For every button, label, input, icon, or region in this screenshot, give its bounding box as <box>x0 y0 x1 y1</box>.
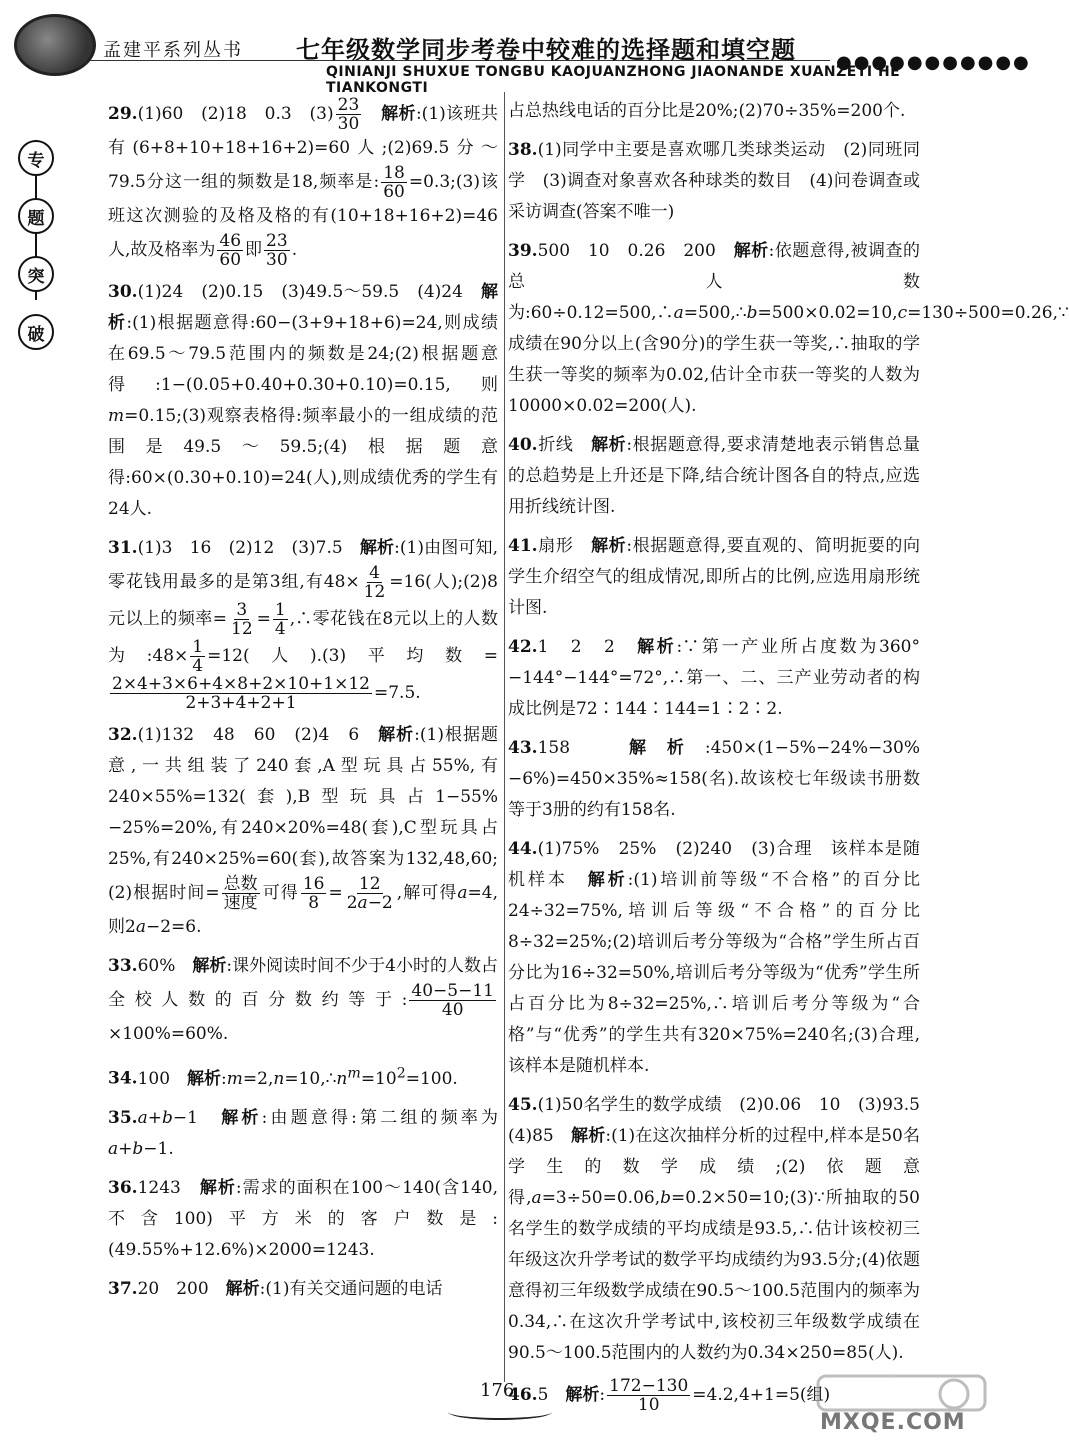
question-number: 33. <box>108 956 138 976</box>
answer-item <box>508 1090 937 1369</box>
answer-text: 5 解析: $\frac{172-130}{10}$ =4.2,4+1=5(组) <box>537 1376 831 1415</box>
question-number: 30. <box>108 282 138 302</box>
question-number: 38. <box>508 140 538 160</box>
answer-item <box>508 632 920 725</box>
topic-badges <box>18 140 58 372</box>
question-number: 29. <box>108 104 138 124</box>
answer-text: (1)同学中主要是喜欢哪几类球类运动 (2)同班同学 (3)调查对象喜欢各种球类的数目 (4)问卷调查或采访调查(答案不唯一) <box>508 140 920 222</box>
answer-item <box>508 135 920 228</box>
answer-text: 500 10 0.26 200 解析:依题意得,被调查的总人数为:60÷0.12=500,∴a=500,∴b=500×0.02=10,c=130÷500=0.26,∵成绩在90分以上(含90分)的学生获一等奖,∴抽取的学生获一等奖的频率为0.02,估计全市获一等奖的人数为10000×0.02=200(人). <box>508 241 1069 416</box>
answer-text: 扇形 解析:根据题意得,要直观的、简明扼要的向学生介绍空气的组成情况,即所占的比例,应选用扇形统计图. <box>508 536 920 618</box>
answer-item <box>108 1274 498 1305</box>
series-name: 孟建平系列丛书 <box>103 40 243 61</box>
answer-item <box>108 96 498 269</box>
page-title: 七年级数学同步考卷中较难的选择题和填空题 <box>296 35 796 64</box>
question-number: 44. <box>508 839 538 859</box>
answer-text: (1)132 48 60 (2)4 6 解析:(1)根据题意,一共组装了240套,A型玩具占55%,有240×55%=132(套),B型玩具占1−55%−25%=20%,有240×20%=48(套),C型玩具占25%,有240×25%=60(套),故答案为132,48,60;(2)根据时间= $\frac{\text{总数}}{\text{速度}}$ 可得 $\frac{16}{8}$ = $\frac{12}{2a-2}$ ,解可得a=4,则2a−2=6. <box>108 725 499 937</box>
question-number: 46. <box>508 1385 538 1405</box>
answer-text: (1)50名学生的数学成绩 (2)0.06 10 (3)93.5 (4)85 解析:(1)在这次抽样分析的过程中,样本是50名学生的数学成绩;(2)依题意得,a=3÷50=0.06,b=0.2×50=10;(3)∵所抽取的50名学生的数学成绩的平均成绩是93.5,∴估计该校初三年级这次升学考试的数学平均成绩约为93.5分;(4)依题意得初三年级数学成绩在90.5～100.5范围内的频率为0.34,∴在这次升学考试中,该校初三年级数学成绩在90.5～100.5范围内的人数约为0.34×250=85(人). <box>508 1095 937 1363</box>
answer-item <box>508 430 920 523</box>
answer-text: 占总热线电话的百分比是20%;(2)70÷35%=200个. <box>508 101 906 121</box>
answer-item <box>508 531 920 624</box>
answer-text: 1 2 2 解析:∵第一产业所占度数为360°−144°−144°=72°,∴第一、二、三产业劳动者的构成比例是72∶144∶144=1∶2∶2. <box>508 637 920 719</box>
answer-item <box>508 236 1069 422</box>
answer-item <box>108 533 498 712</box>
page-subtitle: QINIANJI SHUXUE TONGBU KAOJUANZHONG JIAONANDE XUANZETI HE TIANKONGTI <box>326 64 901 96</box>
answer-item <box>508 733 920 826</box>
answer-text: (1)3 16 (2)12 (3)7.5 解析:(1)由图可知,零花钱用最多的是第3组,有48× $\frac{4}{12}$ =16(人);(2)8元以上的频率= $\frac{3}{12}$ = $\frac{1}{4}$ ,∴零花钱在8元以上的人数为:48× $\frac{1}{4}$ =12(人).(3)平均数= $\frac{2\times 4+3\times 6+4\times 8+2\times 10+1\times 12}{2+3+4+2+1}$ =7.5. <box>108 538 498 713</box>
answer-text: (1)75% 25% (2)240 (3)合理 该样本是随机样本 解析:(1)培训前等级“不合格”的百分比24÷32=75%,培训后等级“不合格”的百分比8÷32=25%;(2)培训后考分等级为“合格”学生所占百分比为16÷32=50%,培训后考分等级为“优秀”学生所占百分比为8÷32=25%,∴培训后考分等级为“合格”与“优秀”的学生共有320×75%=240名;(3)合理,该样本是随机样本. <box>508 839 921 1076</box>
page-header <box>0 0 1031 96</box>
publisher-logo-icon <box>14 14 96 76</box>
right-column <box>508 96 1069 1422</box>
answer-item <box>108 277 498 525</box>
answer-item <box>508 834 920 1082</box>
left-column <box>108 96 498 1313</box>
answer-item <box>108 720 498 943</box>
answer-text: a+b−1 解析:由题意得:第二组的频率为a+b−1. <box>108 1107 498 1159</box>
answer-text: 100 解析$:m=2,n=10,\therefore n^m=10^2=100$. <box>137 1065 458 1089</box>
question-number: 37. <box>108 1278 138 1299</box>
answer-text: 1243 解析:需求的面积在100～140(含140,不含100)平方米的客户数是:(49.55%+12.6%)×2000=1243. <box>108 1177 499 1260</box>
column-divider <box>504 92 505 1382</box>
answer-text: 60% 解析:课外阅读时间不少于4小时的人数占全校人数的百分数约等于: $\frac{40-5-11}{40}$ ×100%=60%. <box>108 956 498 1044</box>
question-number: 32. <box>108 725 138 745</box>
question-number: 35. <box>108 1107 138 1128</box>
question-number: 45. <box>508 1095 538 1115</box>
page-ornament-icon <box>448 1404 552 1420</box>
answer-text: 20 200 解析:(1)有关交通问题的电话 <box>137 1278 443 1299</box>
question-number: 31. <box>108 538 138 558</box>
page-number: 176 <box>480 1380 515 1401</box>
question-number: 41. <box>508 536 538 556</box>
topic-badge: 破 <box>18 314 54 350</box>
question-number: 43. <box>508 738 538 758</box>
question-number: 42. <box>508 637 538 657</box>
answer-text: (1)60 (2)18 0.3 (3) $\frac{23}{30}$ 解析:(1)该班共有(6+8+10+18+16+2)=60人;(2)69.5分～79.5分这一组的频数是18,频率是: $\frac{18}{60}$ =0.3;(3)该班这次测验的及格及格的有(10+18+16+2)=46人,故及格率为 $\frac{46}{60}$ 即 $\frac{23}{30}$ . <box>108 95 499 270</box>
question-number: 40. <box>508 435 538 455</box>
answer-text: 158 解析:450×(1−5%−24%−30%−6%)=450×35%≈158(名).故该校七年级读书册数等于3册的约有158名. <box>508 738 921 820</box>
answer-item <box>108 1103 498 1165</box>
answer-text: 折线 解析:根据题意得,要求清楚地表示销售总量的总趋势是上升还是下降,结合统计图各自的特点,应选用折线统计图. <box>508 435 920 517</box>
question-number: 36. <box>108 1177 138 1198</box>
question-number: 34. <box>108 1068 138 1089</box>
question-number: 39. <box>508 241 538 261</box>
answer-item <box>108 951 498 1050</box>
answer-text: (1)24 (2)0.15 (3)49.5～59.5 (4)24 解析:(1)根据题意得:60−(3+9+18+6)=24,则成绩在69.5～79.5范围内的频数是24;(2)根据题意得:1−(0.05+0.40+0.30+0.10)=0.15,则m=0.15;(3)观察表格得:频率最小的一组成绩的范围是49.5～59.5;(4)根据题意得:60×(0.30+0.10)=24(人),则成绩优秀的学生有24人. <box>108 282 498 519</box>
topic-badge: 专 <box>18 140 54 176</box>
topic-badge: 突 <box>18 256 54 292</box>
answer-item <box>108 1173 498 1266</box>
answer-item <box>508 96 920 127</box>
header-dots: ●●●●●●●●●●● <box>836 52 1031 73</box>
topic-badge: 题 <box>18 198 54 234</box>
answer-item <box>108 1058 498 1095</box>
watermark-text: MXQE.COM <box>820 1410 966 1435</box>
